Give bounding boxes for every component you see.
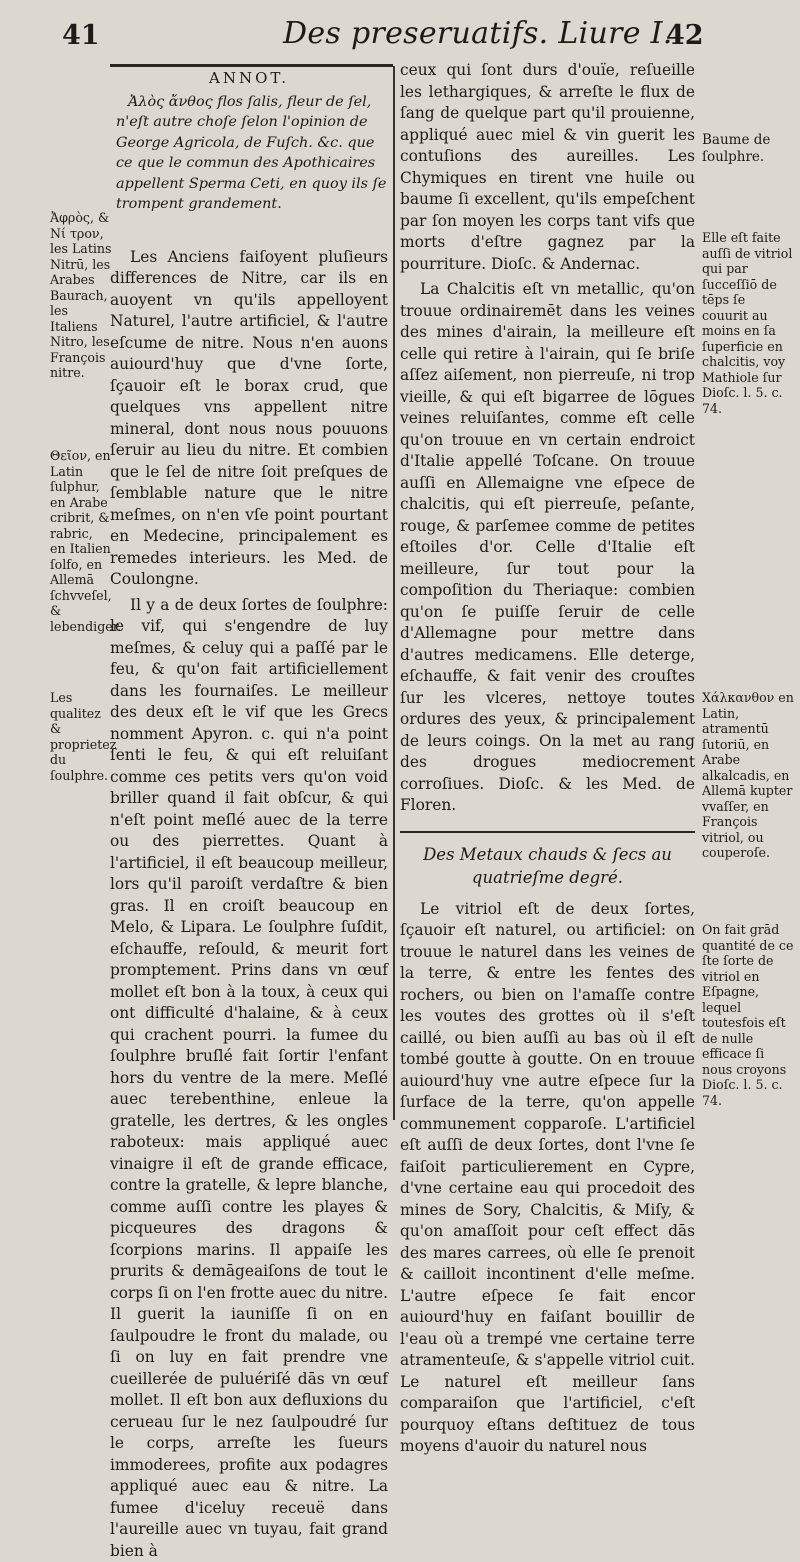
page-header	[0, 14, 800, 58]
paragraph-chalcitis: La Chalcitis eſt vn metallic, qu'on trouue ordinairemēt dans les veines des mines d'airain, la meilleure eſt celle qui retire à l'airain, qui ſe briſe aſſez aiſement, non pierreuſe, ni trop vieille, & qui eſt bigarree de lōgues veines reluiſantes, comme eſt celle qu'on trouue en vn certain endroict d'Italie appellé Toſcane. On trouue auſſi en Allemaigne vne eſpece de chalcitis, qui eſt pierreuſe, peſante, rouge, & parſemee comme de petites eſtoiles d'or. Celle d'Italie eſt meilleure, ſur tout pour la compoſition du Theriaque: combien qu'on ſe puiſſe ſeruir de celle d'Allemagne pour mettre dans d'autres medicamens. Elle deterge, eſchauffe, & fait venir des crouſtes ſur les vlceres, nettoye toutes ordures des yeux, & principalement de leurs coings. On la met au rang des drogues mediocrement corroſiues. Dioſc. & les Med. de Floren.	[400, 279, 695, 817]
page-number-left: 41	[62, 20, 100, 51]
page-number-right: 42	[666, 20, 704, 51]
margin-note-vitriol-names: Χάλκανθον en Latin, atramentū ſutoriū, en Arabe alkalcadis, en Allemā kupter vvaſſer, en François vitriol, ou couperoſe.	[702, 690, 794, 861]
annotation-title: ANNOT.	[110, 68, 388, 90]
right-column	[400, 60, 695, 1458]
paragraph-soulphre: Il y a de deux ſortes de ſoulphre: le vif, qui s'engendre de luy meſmes, & celuy qui a paſſé par le feu, & qu'on fait artificiellement dans les fournaiſes. Le meilleur des deux eſt le vif que les Grecs nomment Apyron. c. qui n'a point ſenti le feu, & qui eſt reluiſant comme ces petits vers qu'on void briller quand il fait obſcur, & qui n'eſt point meſlé auec de la terre ou des pierrettes. Quant à l'artificiel, il eſt beaucoup meilleur, lors qu'il paroiſt verdaſtre & bien gras. Il en croiſt beaucoup en Melo, & Lipara. Le ſoulphre ſuſdit, eſchauffe, reſould, & meurit fort promptement. Prins dans vn œuf mollet eſt bon à la toux, à ceux qui ont difficulté d'halaine, & à ceux qui crachent pourri. la fumee du ſoulphre bruſlé fait ſortir l'enfant hors du ventre de la mere. Meſlé auec terebenthine, enleue la gratelle, les dertres, & les ongles raboteux: mais appliqué auec vinaigre il eſt de grande efficace, contre la gratelle, & lepre blanche, comme auſſi contre les playes & picqueures des dragons & ſcorpions marins. Il appaiſe les prurits & demāgeaiſons de tout le corps ſi on l'en frotte auec du nitre. Il guerit la iauniſſe ſi on en ſaulpoudre le front du malade, ou ſi on luy en fait prendre vne cueillerée de puluériſé dās vn œuf mollet. Il eſt bon aux defluxions du cerueau ſur le nez ſaulpoudré ſur le corps, arreſte les ſueurs immoderees, profite aux podagres appliqué auec eau & nitre. La fumee d'iceluy receuë dans l'aureille auec vn tuyau, fait grand bien à	[110, 595, 388, 1562]
annotation-text: Ἀλὸς ἄνθος flos ſalis, fleur de ſel, n'eſt autre choſe ſelon l'opinion de George Agricola, de Fuſch. &c. que ce que le commun des Apothicaires appellent Sperma Ceti, en quoy ils ſe trompent grandement.	[116, 92, 388, 215]
margin-note-qualities: Les qualitez & proprietez du ſoulphre.	[50, 690, 112, 783]
section-heading: Des Metaux chauds & ſecs au quatrieſme degré.	[400, 831, 695, 889]
paragraph-vitriol: Le vitriol eſt de deux ſortes, ſçauoir eſt naturel, ou artificiel: on trouue le naturel dans les veines de la terre, & entre les fentes des rochers, ou bien on l'amaſſe contre les voutes des grottes où il s'eſt caillé, ou bien auſſi au bas où il eſt tombé goutte à goutte. On en trouue auiourd'huy vne autre eſpece ſur la ſurface de la terre, qu'on appelle communement copparoſe. L'artificiel eſt auſſi de deux ſortes, dont l'vne ſe faiſoit particulierement en Cypre, d'vne certaine eau qui procedoit des mines de Sory, Chalcitis, & Miſy, & qu'on amaſſoit pour ceſt effect dās des mares carrees, où elle ſe prenoit & cailloit incontinent d'elle meſme. L'autre eſpece ſe fait encor auiourd'huy en faiſant bouillir de l'eau où a trempé vne certaine terre atramenteuſe, & s'appelle vitriol cuit. Le naturel eſt meilleur ſans comparaiſon que l'artificiel, c'eſt pourquoy eſtans deſtituez de tous moyens d'auoir du naturel nous	[400, 899, 695, 1458]
margin-note-sulphur-names: Θεῖον, en Latin ſulphur, en Arabe cribrit, & rabric, en Italien ſolfo, en Allemā ſchvveſel, & lebendiger.	[50, 448, 112, 634]
header-rule-left	[110, 64, 393, 67]
column-divider	[393, 66, 395, 1120]
margin-note-vitriol-spain: On fait grād quantité de ce ſte ſorte de vitriol en Eſpagne, lequel toutesfois eſt de nulle efficace ſi nous croyons Dioſc. l. 5. c. 74.	[702, 922, 794, 1108]
margin-note-chalcitis: Elle eſt faite auſſi de vitriol qui par ſucceſſiō de tēps ſe couurit au moins en ſa ſuperficie en chalcitis, voy Mathiole ſur Dioſc. l. 5. c. 74.	[702, 230, 794, 416]
paragraph-soulphre-cont: ceux qui ſont durs d'ouïe, reſueille les lethargiques, & arreſte le flux de ſang de quelque part qu'il prouienne, appliqué auec miel & vin guerit les contuſions des aureilles. Les Chymiques en tirent vne huile ou baume ſi excellent, qu'ils empeſchent par ſon moyen les corps tant vifs que morts d'eſtre gagnez par la pourriture. Dioſc. & Andernac.	[400, 60, 695, 275]
running-title: Des preseruatifs. Liure I.	[283, 16, 673, 51]
margin-note-nitre: Ἀφρὸς, & Νί τρον, les Latins Nitrū, les Arabes Baurach, les Italiens Nitro, les François nitre.	[50, 210, 112, 381]
left-column	[110, 68, 388, 1562]
margin-note-baume: Baume de ſoulphre.	[702, 132, 794, 166]
paragraph-nitre: Les Anciens faiſoyent pluſieurs differences de Nitre, car ils en auoyent vn qu'ils appelloyent Naturel, l'autre artificiel, & l'autre eſcume de nitre. Nous n'en auons auiourd'huy que d'vne ſorte, ſçauoir eſt le borax crud, que quelques vns appellent nitre mineral, dont nous nous pouuons ſeruir au lieu du nitre. Et combien que le ſel de nitre ſoit preſques de ſemblable nature que le nitre meſmes, on n'en vſe point pourtant en Medecine, principalement es remedes interieurs. les Med. de Coulongne.	[110, 247, 388, 591]
